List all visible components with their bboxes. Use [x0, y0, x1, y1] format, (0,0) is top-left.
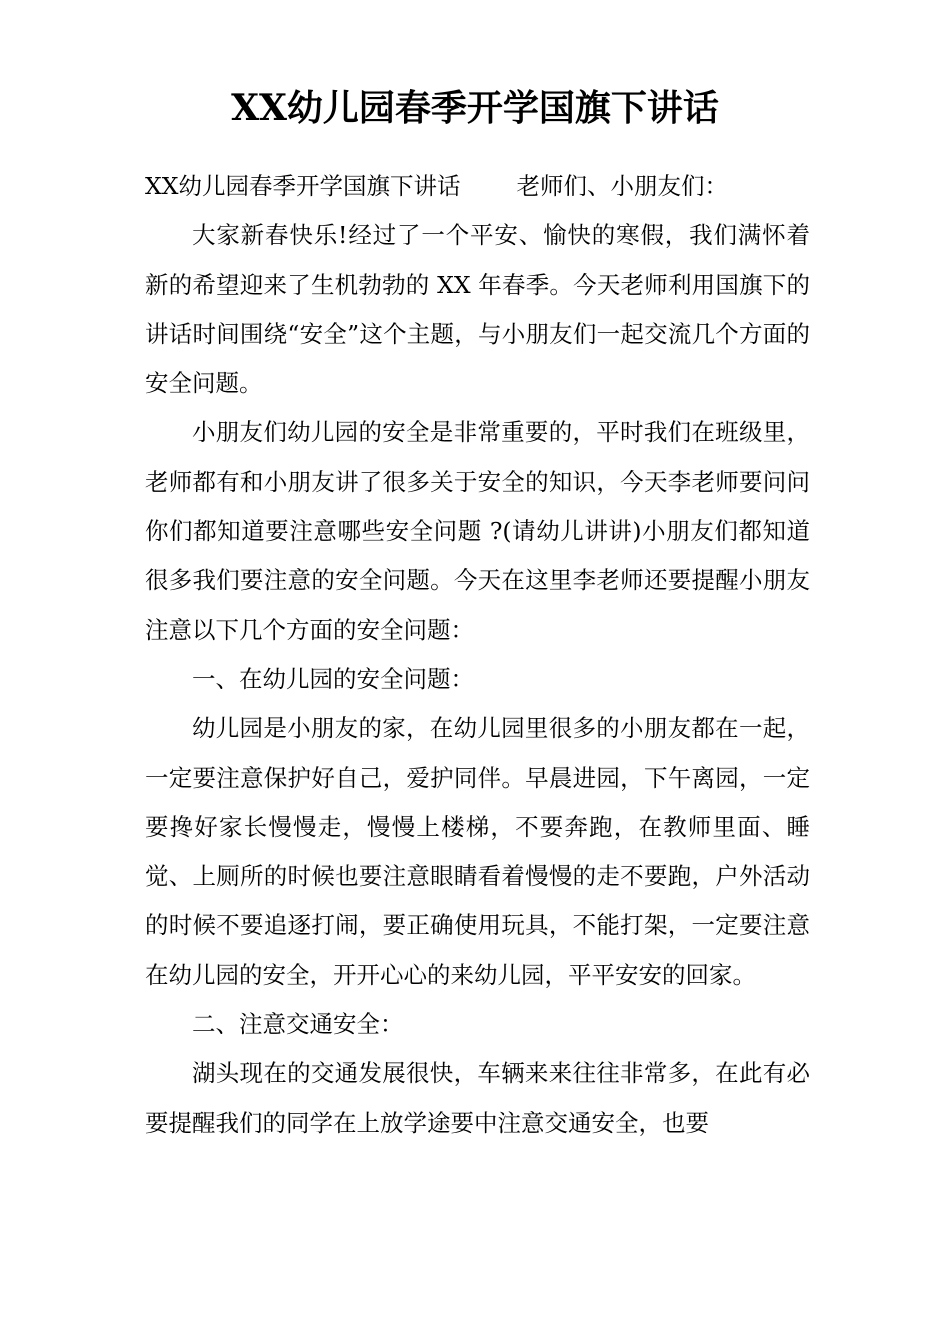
- document-body: [145, 162, 810, 1148]
- header-subtitle: XX幼儿园春季开学国旗下讲话: [145, 172, 461, 200]
- section-heading: 二、注意交通安全：: [192, 1010, 404, 1039]
- section-heading: 一、在幼儿园的安全问题：: [192, 664, 474, 693]
- paragraph: 大家新春快乐!经过了一个平安、愉快的寒假，我们满怀着新的希望迎来了生机勃勃的 XX 年春季。今天老师利用国旗下的讲话时间围绕“安全”这个主题，与小朋友们一起交流几个方面的安全问题。: [145, 221, 810, 398]
- salutation: 老师们、小朋友们：: [516, 172, 728, 200]
- header-line: [145, 162, 810, 211]
- document-title: XX幼儿园春季开学国旗下讲话: [231, 87, 719, 129]
- paragraph: 湖头现在的交通发展很快，车辆来来往往非常多，在此有必要提醒我们的同学在上放学途要中注意交通安全，也要: [145, 1059, 810, 1137]
- paragraph: 幼儿园是小朋友的家，在幼儿园里很多的小朋友都在一起，一定要注意保护好自己，爱护同伴。早晨进园，下午离园，一定要搀好家长慢慢走，慢慢上楼梯，不要奔跑，在教师里面、睡觉、上厕所的时候也要注意眼睛看着慢慢的走不要跑，户外活动的时候不要追逐打闹，要正确使用玩具，不能打架，一定要注意在幼儿园的安全，开开心心的来幼儿园，平平安安的回家。: [145, 714, 810, 989]
- paragraph: 小朋友们幼儿园的安全是非常重要的，平时我们在班级里，老师都有和小朋友讲了很多关于安全的知识，今天李老师要问问你们都知道要注意哪些安全问题 ?(请幼儿讲讲)小朋友们都知道很多我们要注意的安全问题。今天在这里李老师还要提醒小朋友注意以下几个方面的安全问题：: [145, 418, 810, 644]
